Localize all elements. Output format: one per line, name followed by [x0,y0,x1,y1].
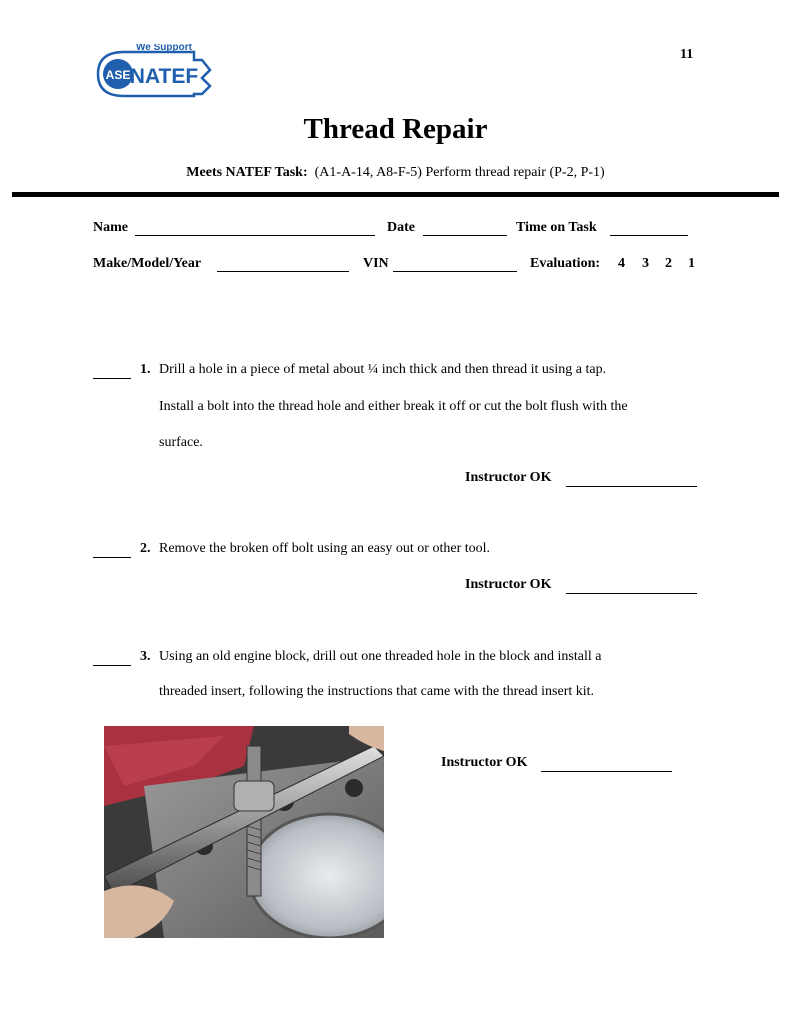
task-1-line-2: Install a bolt into the thread hole and either break it off or cut the bolt flush with the [159,399,628,414]
task-3-number: 3. [140,649,151,664]
vin-field[interactable] [393,271,517,272]
task-1-line-1: Drill a hole in a piece of metal about ¼ inch thick and then thread it using a tap. [159,362,607,377]
logo-main-text: NATEF [129,65,199,88]
evaluation-score-1: 1 [688,256,695,271]
date-label: Date [387,220,415,235]
natef-logo [94,44,224,108]
task-3-line-2: threaded insert, following the instructions that came with the thread insert kit. [159,684,595,699]
task-3-line-1: Using an old engine block, drill out one threaded hole in the block and install a [159,649,602,664]
task-3-instructor-ok-label: Instructor OK [441,755,528,770]
page-number: 11 [680,47,694,62]
time-on-task-field[interactable] [610,235,688,236]
logo-top-text: We Support [136,44,192,53]
evaluation-score-3[interactable]: 3 [642,256,649,271]
task-1-instructor-ok-label: Instructor OK [465,470,552,485]
ase-badge-text: ASE [105,68,131,82]
make-model-year-label: Make/Model/Year [93,256,202,271]
task-subtitle [0,165,791,181]
evaluation-score-2[interactable]: 2 [665,256,672,271]
make-model-year-field[interactable] [217,271,349,272]
task-3-instructor-ok-field[interactable] [541,771,672,772]
date-field[interactable] [423,235,507,236]
task-1-instructor-ok-field[interactable] [566,486,697,487]
task-1-checkbox-line[interactable] [93,378,131,379]
task-2-instructor-ok-label: Instructor OK [465,577,552,592]
task-1-line-3: surface. [159,435,203,450]
vin-label: VIN [363,256,389,271]
name-label: Name [93,220,128,235]
subtitle-text: (A1-A-14, A8-F-5) Perform thread repair (P-2, P-1) [314,165,605,180]
task-2-number: 2. [140,541,151,556]
task-2-line-1: Remove the broken off bolt using an easy out or other tool. [159,541,491,556]
subtitle-label: Meets NATEF Task: [186,165,308,180]
time-on-task-label: Time on Task [516,220,597,235]
task-2-instructor-ok-field[interactable] [566,593,697,594]
header-divider [12,192,779,197]
task-1-number: 1. [140,362,151,377]
evaluation-score-4[interactable]: 4 [618,256,625,271]
evaluation-label: Evaluation: [530,256,601,271]
page-title: Thread Repair [303,113,488,145]
task-2-checkbox-line[interactable] [93,557,131,558]
thread-repair-photo [104,726,384,938]
name-field[interactable] [135,235,375,236]
task-3-checkbox-line[interactable] [93,665,131,666]
